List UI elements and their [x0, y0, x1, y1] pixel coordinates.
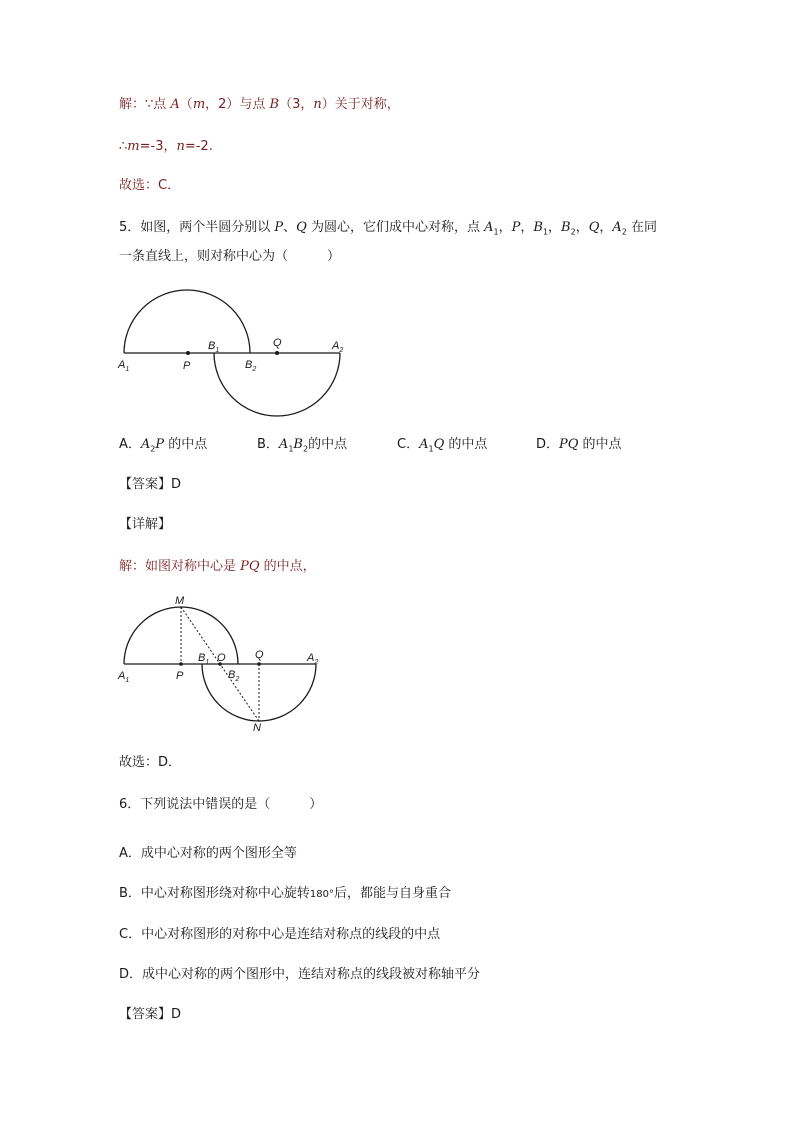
math-var: PQ	[559, 437, 579, 452]
upper-semicircle	[124, 290, 250, 353]
subscript: 2	[570, 227, 576, 237]
subscript: 1	[428, 444, 434, 454]
math-var: Q	[588, 220, 600, 235]
label-b1: $B_1$	[208, 340, 220, 354]
option-b[interactable]	[257, 436, 347, 459]
answer-label: 【答案】	[119, 477, 172, 492]
subscript: 1	[288, 444, 294, 454]
figure-1-semicircles	[112, 288, 362, 418]
math-var: A	[140, 437, 151, 452]
point-p	[186, 351, 190, 355]
math-var: n	[176, 139, 185, 154]
math-var: Q	[433, 437, 445, 452]
point-q	[257, 662, 261, 666]
math-var: A	[278, 437, 289, 452]
lower-semicircle	[214, 353, 340, 416]
label-q: Q	[273, 337, 282, 349]
subscript: 2	[621, 227, 627, 237]
text-segment: （3，	[279, 97, 314, 112]
subscript: 2	[302, 444, 309, 454]
text-segment: ∴	[119, 139, 128, 154]
label-a2: $A_2$	[307, 652, 319, 666]
q5-choice: 故选：D．	[119, 755, 182, 770]
text-segment: A．	[119, 437, 141, 452]
text-segment: 的中点，	[259, 559, 316, 574]
label-b2: $B_2$	[245, 359, 257, 373]
math-var: m	[192, 97, 206, 112]
q6-option-b[interactable]	[119, 885, 451, 904]
q6-answer	[119, 1006, 181, 1024]
math-var: m	[127, 139, 140, 154]
math-var: PQ	[240, 559, 260, 574]
math-var: A	[484, 220, 494, 235]
option-a[interactable]	[119, 436, 207, 459]
text-segment: ，	[575, 220, 589, 235]
answer-value: D	[171, 1007, 182, 1022]
option-d[interactable]	[536, 436, 622, 454]
text-segment: 的中点	[164, 437, 208, 452]
text-segment: 、	[283, 220, 297, 235]
math-var: n	[313, 97, 322, 112]
math-var: P	[155, 437, 165, 452]
text-segment: ）关于对称，	[321, 97, 400, 112]
q5-detail-label: 【详解】	[119, 517, 172, 532]
answer-value: D	[171, 477, 182, 492]
q5-answer	[119, 476, 181, 494]
text-segment: =-3，	[139, 139, 177, 154]
q6-stem: 6．下列说法中错误的是（ ）	[119, 797, 323, 812]
text-segment: 为圆心，它们成中心对称，点	[306, 220, 485, 235]
q5-stem-line-1	[119, 219, 657, 242]
q6-option-a[interactable]: A．成中心对称的两个图形全等	[119, 846, 297, 861]
math-var: B	[293, 437, 303, 452]
text-segment: ，	[599, 220, 613, 235]
label-p: P	[176, 670, 184, 682]
label-b1: $B_1$	[198, 652, 210, 666]
label-o: O	[217, 652, 226, 664]
q6-option-d[interactable]: D．成中心对称的两个图形中，连结对称点的线段被对称轴平分	[119, 967, 481, 982]
text-segment: C．	[397, 437, 420, 452]
math-var: B	[561, 220, 571, 235]
text-segment: 的中点	[444, 437, 488, 452]
solution-choice: 故选：C．	[119, 178, 181, 193]
text-segment: 的中点	[578, 437, 622, 452]
math-var: B	[269, 97, 280, 112]
degree-value: 180°	[309, 889, 335, 900]
option-c[interactable]	[397, 436, 487, 459]
q5-detail-line	[119, 558, 316, 576]
point-p	[179, 662, 183, 666]
label-a1: $A_1$	[118, 359, 130, 373]
solution-line-2	[119, 138, 213, 156]
math-var: A	[170, 97, 180, 112]
label-m: M	[175, 595, 185, 607]
text-segment: D．	[536, 437, 560, 452]
text-segment: 在同	[626, 220, 658, 235]
q6-option-c[interactable]: C．中心对称图形的对称中心是连结对称点的线段的中点	[119, 927, 441, 942]
point-q	[275, 351, 279, 355]
math-var: P	[511, 220, 521, 235]
label-n: N	[253, 722, 261, 734]
label-p: P	[183, 360, 191, 372]
text-segment: ，2）与点	[205, 97, 270, 112]
solution-line-1	[119, 96, 400, 114]
text-segment: ，	[520, 220, 534, 235]
subscript: 1	[493, 227, 499, 237]
text-segment: ，	[498, 220, 512, 235]
math-var: P	[274, 220, 284, 235]
text-segment: B．	[257, 437, 279, 452]
math-var: A	[419, 437, 429, 452]
text-segment: =-2.	[184, 139, 213, 154]
label-a2: $A_2$	[332, 340, 344, 354]
math-var: Q	[296, 220, 307, 235]
text-segment: ，	[548, 220, 562, 235]
label-q: Q	[255, 649, 264, 661]
label-a1: $A_1$	[118, 670, 130, 684]
text-segment: 解：∵点	[119, 97, 171, 112]
text-segment: B．中心对称图形绕对称中心旋转	[119, 886, 310, 901]
figure-2-solution	[112, 590, 342, 740]
subscript: 2	[150, 444, 156, 454]
text-segment: 5．如图，两个半圆分别以	[119, 220, 275, 235]
math-var: B	[533, 220, 543, 235]
answer-label: 【答案】	[119, 1007, 172, 1022]
text-segment: 后，都能与自身重合	[334, 886, 452, 901]
label-b2: $B_2$	[228, 669, 240, 683]
text-segment: 的中点	[308, 437, 348, 452]
q5-stem-line-2: 一条直线上，则对称中心为（ ）	[119, 249, 341, 264]
text-segment: 解：如图对称中心是	[119, 559, 241, 574]
text-segment: （	[179, 97, 193, 112]
math-var: A	[612, 220, 622, 235]
subscript: 1	[542, 227, 549, 237]
